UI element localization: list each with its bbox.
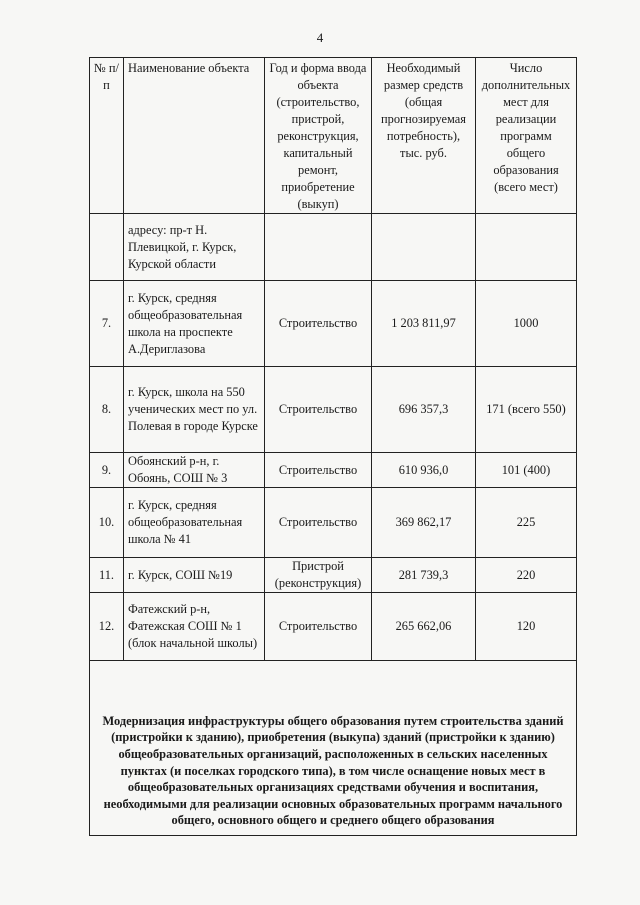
row-form: Строительство xyxy=(265,367,372,453)
row-funds: 1 203 811,97 xyxy=(372,281,476,367)
row-number: 9. xyxy=(90,453,124,488)
row-object-name: Обоянский р-н, г. Обоянь, СОШ № 3 xyxy=(124,453,265,488)
continuation-row xyxy=(90,214,577,281)
continuation-name: адресу: пр-т Н. Плевицкой, г. Курск, Курской области xyxy=(124,214,265,281)
row-seats: 120 xyxy=(476,593,577,661)
table-cell xyxy=(372,214,476,281)
row-object-name: г. Курск, средняя общеобразовательная школа № 41 xyxy=(124,488,265,558)
row-object-name: г. Курск, школа на 550 ученических мест по ул. Полевая в городе Курске xyxy=(124,367,265,453)
row-form: Строительство xyxy=(265,593,372,661)
row-seats: 225 xyxy=(476,488,577,558)
row-object-name: г. Курск, СОШ №19 xyxy=(124,558,265,593)
row-number: 10. xyxy=(90,488,124,558)
table-cell xyxy=(90,214,124,281)
row-form: Строительство xyxy=(265,453,372,488)
objects-table xyxy=(89,57,577,836)
table-row xyxy=(90,558,577,593)
row-funds: 610 936,0 xyxy=(372,453,476,488)
header-seats: Число дополнительных мест для реализации программ общего образования (всего мест) xyxy=(476,58,577,214)
table-row xyxy=(90,367,577,453)
row-form: Строительство xyxy=(265,488,372,558)
row-object-name: г. Курск, средняя общеобразовательная школа на проспекте А.Дериглазова xyxy=(124,281,265,367)
row-number: 7. xyxy=(90,281,124,367)
table-row xyxy=(90,281,577,367)
section-row xyxy=(90,661,577,836)
header-year-form: Год и форма ввода объекта (строительство, пристрой, реконструкция, капитальный ремонт, приобретение (выкуп) xyxy=(265,58,372,214)
header-row xyxy=(90,58,577,214)
table-cell xyxy=(476,214,577,281)
row-funds: 265 662,06 xyxy=(372,593,476,661)
header-funds: Необходимый размер средств (общая прогнозируемая потребность), тыс. руб. xyxy=(372,58,476,214)
row-number: 11. xyxy=(90,558,124,593)
row-seats: 101 (400) xyxy=(476,453,577,488)
table-row xyxy=(90,593,577,661)
row-form: Строительство xyxy=(265,281,372,367)
section-title: Модернизация инфраструктуры общего образования путем строительства зданий (пристройки к зданию), приобретения (выкупа) зданий (пристройки к зданию) общеобразовательных организаций, расположенных в сельских населенных пунктах (и поселках городского типа), в том числе оснащение новых мест в общеобразовательных организациях средствами обучения и воспитания, необходимыми для реализации основных образовательных программ начального общего, основного общего и среднего общего образования xyxy=(90,661,577,836)
row-funds: 281 739,3 xyxy=(372,558,476,593)
header-num: № п/п xyxy=(90,58,124,214)
row-seats: 220 xyxy=(476,558,577,593)
row-funds: 369 862,17 xyxy=(372,488,476,558)
table-cell xyxy=(265,214,372,281)
table-row xyxy=(90,488,577,558)
header-name: Наименование объекта xyxy=(124,58,265,214)
row-number: 8. xyxy=(90,367,124,453)
row-seats: 1000 xyxy=(476,281,577,367)
table-row xyxy=(90,453,577,488)
page-number: 4 xyxy=(316,30,324,45)
row-object-name: Фатежский р-н, Фатежская СОШ № 1 (блок начальной школы) xyxy=(124,593,265,661)
row-form: Пристрой (реконструкция) xyxy=(265,558,372,593)
row-funds: 696 357,3 xyxy=(372,367,476,453)
row-seats: 171 (всего 550) xyxy=(476,367,577,453)
row-number: 12. xyxy=(90,593,124,661)
